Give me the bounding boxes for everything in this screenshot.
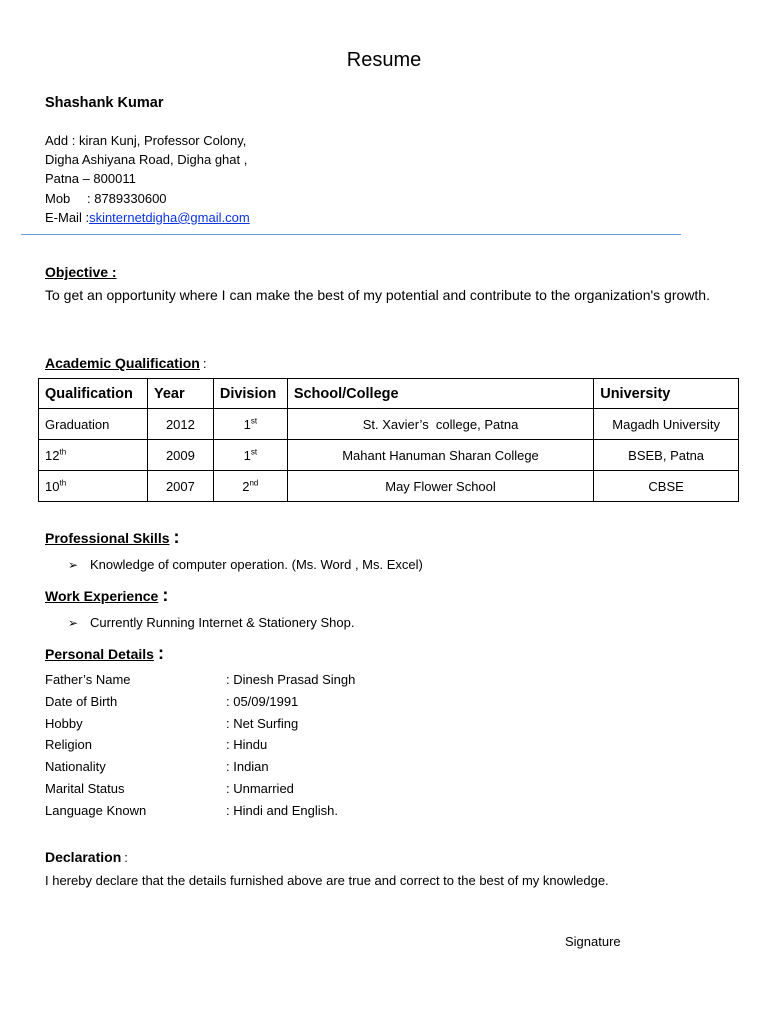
mobile-value: : 8789330600 xyxy=(87,190,167,206)
academic-heading-label: Academic Qualification xyxy=(45,355,200,371)
email-label: E-Mail : xyxy=(45,209,90,225)
arrow-bullet-icon: ➢ xyxy=(68,616,79,630)
skills-item-text: Knowledge of computer operation. (Ms. Word , Ms. Excel) xyxy=(90,557,423,572)
detail-label: Date of Birth xyxy=(45,693,118,709)
detail-label: Religion xyxy=(45,737,92,753)
detail-row xyxy=(45,737,355,759)
email-row xyxy=(45,208,250,227)
cell-division xyxy=(213,471,287,502)
skills-list-item xyxy=(68,557,423,572)
skills-heading-colon: : xyxy=(173,527,180,547)
address-line-2: Digha Ashiyana Road, Digha ghat , xyxy=(45,152,248,168)
declaration-heading xyxy=(45,849,128,865)
work-heading xyxy=(45,585,168,606)
personal-heading xyxy=(45,643,164,664)
cell-school: May Flower School xyxy=(287,471,593,502)
table-row xyxy=(39,440,739,471)
col-header-division: Division xyxy=(213,379,287,409)
declaration-heading-label: Declaration xyxy=(45,849,122,865)
cell-university: BSEB, Patna xyxy=(594,440,739,471)
arrow-bullet-icon: ➢ xyxy=(68,558,79,572)
candidate-name: Shashank Kumar xyxy=(45,95,164,111)
cell-university: Magadh University xyxy=(594,409,739,440)
work-item-text: Currently Running Internet & Stationery Shop. xyxy=(90,615,355,630)
detail-value: : Hindi and English. xyxy=(226,802,339,818)
personal-heading-label: Personal Details xyxy=(45,646,154,662)
work-heading-label: Work Experience xyxy=(45,588,159,604)
qualification-text: 10 xyxy=(45,478,60,494)
col-header-university: University xyxy=(594,379,739,409)
cell-year: 2009 xyxy=(147,440,213,471)
detail-value: : 05/09/1991 xyxy=(226,693,299,709)
qualification-sup: th xyxy=(59,478,67,488)
cell-year: 2012 xyxy=(147,409,213,440)
personal-heading-colon: : xyxy=(157,643,164,663)
objective-heading xyxy=(45,264,117,280)
detail-label: Nationality xyxy=(45,759,106,775)
work-list-item xyxy=(68,615,354,630)
cell-division xyxy=(213,440,287,471)
detail-row xyxy=(45,781,355,803)
academic-heading-colon: : xyxy=(202,356,207,371)
detail-value: : Indian xyxy=(226,759,269,775)
cell-division xyxy=(213,409,287,440)
detail-value: : Net Surfing xyxy=(226,715,299,731)
work-heading-colon: : xyxy=(162,585,169,605)
mobile-row xyxy=(45,189,250,208)
col-header-qualification: Qualification xyxy=(39,379,148,409)
division-sup: st xyxy=(250,416,258,426)
qualification-text: 12 xyxy=(45,447,60,463)
page-title: Resume xyxy=(346,49,422,71)
address-line-3: Patna – 800011 xyxy=(45,171,136,187)
detail-value: : Unmarried xyxy=(226,780,294,796)
objective-heading-colon: : xyxy=(111,264,117,280)
division-sup: st xyxy=(250,447,258,457)
cell-university: CBSE xyxy=(594,471,739,502)
detail-row xyxy=(45,694,355,716)
table-row xyxy=(39,409,739,440)
division-text: 1 xyxy=(243,416,251,432)
qualification-sup: th xyxy=(59,447,67,457)
declaration-heading-colon: : xyxy=(124,850,128,865)
detail-label: Language Known xyxy=(45,802,147,818)
email-link[interactable]: skinternetdigha@gmail.com xyxy=(89,209,250,225)
detail-row xyxy=(45,672,355,694)
objective-heading-text: Objective xyxy=(45,264,109,280)
personal-details xyxy=(45,672,355,825)
objective-text: To get an opportunity where I can make the best of my potential and contribute to the organization's growth. xyxy=(45,287,710,303)
detail-row xyxy=(45,803,355,825)
cell-qualification xyxy=(39,409,148,440)
cell-year: 2007 xyxy=(147,471,213,502)
detail-row xyxy=(45,716,355,738)
header-divider xyxy=(21,234,681,235)
address-line-1: Add : kiran Kunj, Professor Colony, xyxy=(45,133,247,148)
objective-heading-label xyxy=(45,264,117,280)
division-sup: nd xyxy=(249,478,259,488)
division-text: 2 xyxy=(242,478,250,494)
declaration-text: I hereby declare that the details furnished above are true and correct to the best of my knowledge. xyxy=(45,873,609,888)
cell-qualification xyxy=(39,440,148,471)
mobile-label: Mob xyxy=(45,190,71,206)
signature-label: Signature xyxy=(565,934,621,949)
detail-label: Father’s Name xyxy=(45,672,131,687)
col-header-school: School/College xyxy=(287,379,593,409)
detail-row xyxy=(45,759,355,781)
cell-school: St. Xavier’s college, Patna xyxy=(287,409,593,440)
detail-label: Marital Status xyxy=(45,780,125,796)
division-text: 1 xyxy=(243,447,251,463)
skills-heading xyxy=(45,527,180,548)
skills-heading-label: Professional Skills xyxy=(45,530,170,546)
contact-block xyxy=(45,131,250,227)
qualification-text: Graduation xyxy=(45,416,110,432)
cell-qualification xyxy=(39,471,148,502)
academic-heading xyxy=(45,355,206,371)
cell-school: Mahant Hanuman Sharan College xyxy=(287,440,593,471)
table-header-row xyxy=(39,379,739,409)
col-header-year: Year xyxy=(147,379,213,409)
detail-value: : Hindu xyxy=(226,737,268,753)
academic-table xyxy=(38,378,739,502)
detail-label: Hobby xyxy=(45,715,83,731)
detail-value: : Dinesh Prasad Singh xyxy=(226,672,356,687)
table-row xyxy=(39,471,739,502)
